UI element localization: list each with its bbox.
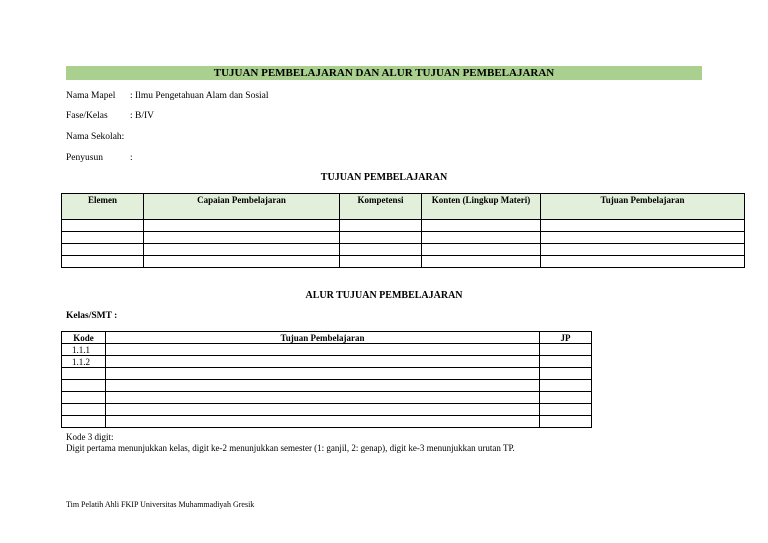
- atp-table: [61, 331, 592, 428]
- kode-cell: [62, 380, 106, 392]
- atp-header-tujuan: Tujuan Pembelajaran: [106, 332, 540, 344]
- table-row: [62, 380, 592, 392]
- tujuan-cell: [106, 368, 540, 380]
- tujuan-cell: [106, 380, 540, 392]
- tujuan-cell: [106, 356, 540, 368]
- mapel-value: : Ilmu Pengetahuan Alam dan Sosial: [130, 91, 269, 101]
- table-row: [62, 256, 745, 268]
- table-row: [62, 416, 592, 428]
- jp-cell: [540, 380, 592, 392]
- table-row: [62, 404, 592, 416]
- note-digit-explanation: Digit pertama menunjukkan kelas, digit ke-2 menunjukkan semester (1: ganjil, 2: genap), digit ke-3 menunjukkan urutan TP.: [66, 443, 515, 453]
- table-row: [62, 220, 745, 232]
- footer-credit: Tim Pelatih Ahli FKIP Universitas Muhammadiyah Gresik: [66, 500, 255, 509]
- mapel-label: Nama Mapel: [66, 91, 116, 101]
- jp-cell: [540, 356, 592, 368]
- tujuan-cell: [106, 344, 540, 356]
- penyusun-label: Penyusun: [66, 153, 103, 163]
- kode-cell: [62, 416, 106, 428]
- atp-header-kode: Kode: [62, 332, 106, 344]
- tp-header-tujuan: Tujuan Pembelajaran: [541, 194, 745, 220]
- kelas-smt-label: Kelas/SMT :: [66, 311, 118, 321]
- tujuan-cell: [106, 404, 540, 416]
- fase-label: Fase/Kelas: [66, 111, 108, 121]
- tp-header-capaian: Capaian Pembelajaran: [144, 194, 340, 220]
- table-row: [62, 368, 592, 380]
- jp-cell: [540, 344, 592, 356]
- jp-cell: [540, 404, 592, 416]
- penyusun-row: [66, 152, 133, 164]
- tujuan-cell: [106, 416, 540, 428]
- kode-cell: [62, 404, 106, 416]
- note-kode-digit: Kode 3 digit:: [66, 432, 114, 442]
- tp-header-kompetensi: Kompetensi: [340, 194, 422, 220]
- document-title: TUJUAN PEMBELAJARAN DAN ALUR TUJUAN PEMBELAJARAN: [66, 66, 702, 80]
- jp-cell: [540, 392, 592, 404]
- penyusun-value: :: [130, 153, 133, 163]
- table-row: [62, 232, 745, 244]
- sekolah-label: Nama Sekolah: [66, 132, 122, 142]
- kode-cell: 1.1.1: [62, 344, 106, 356]
- sekolah-value: :: [121, 132, 125, 142]
- kode-cell: [62, 368, 106, 380]
- tujuan-cell: [106, 392, 540, 404]
- sekolah-row: [66, 131, 124, 143]
- table-row: [62, 356, 592, 368]
- tp-header-elemen: Elemen: [62, 194, 144, 220]
- fase-row: [66, 110, 154, 122]
- table-row: [62, 244, 745, 256]
- jp-cell: [540, 416, 592, 428]
- atp-section-title: ALUR TUJUAN PEMBELAJARAN: [305, 290, 463, 301]
- fase-value: : B/IV: [130, 111, 155, 121]
- kode-cell: [62, 392, 106, 404]
- tp-header-konten: Konten (Lingkup Materi): [422, 194, 541, 220]
- atp-header-jp: JP: [540, 332, 592, 344]
- mapel-row: [66, 90, 269, 102]
- tp-table: [61, 193, 745, 268]
- tp-section-title: TUJUAN PEMBELAJARAN: [320, 172, 448, 183]
- jp-cell: [540, 368, 592, 380]
- kode-cell: 1.1.2: [62, 356, 106, 368]
- table-row: [62, 392, 592, 404]
- table-row: [62, 344, 592, 356]
